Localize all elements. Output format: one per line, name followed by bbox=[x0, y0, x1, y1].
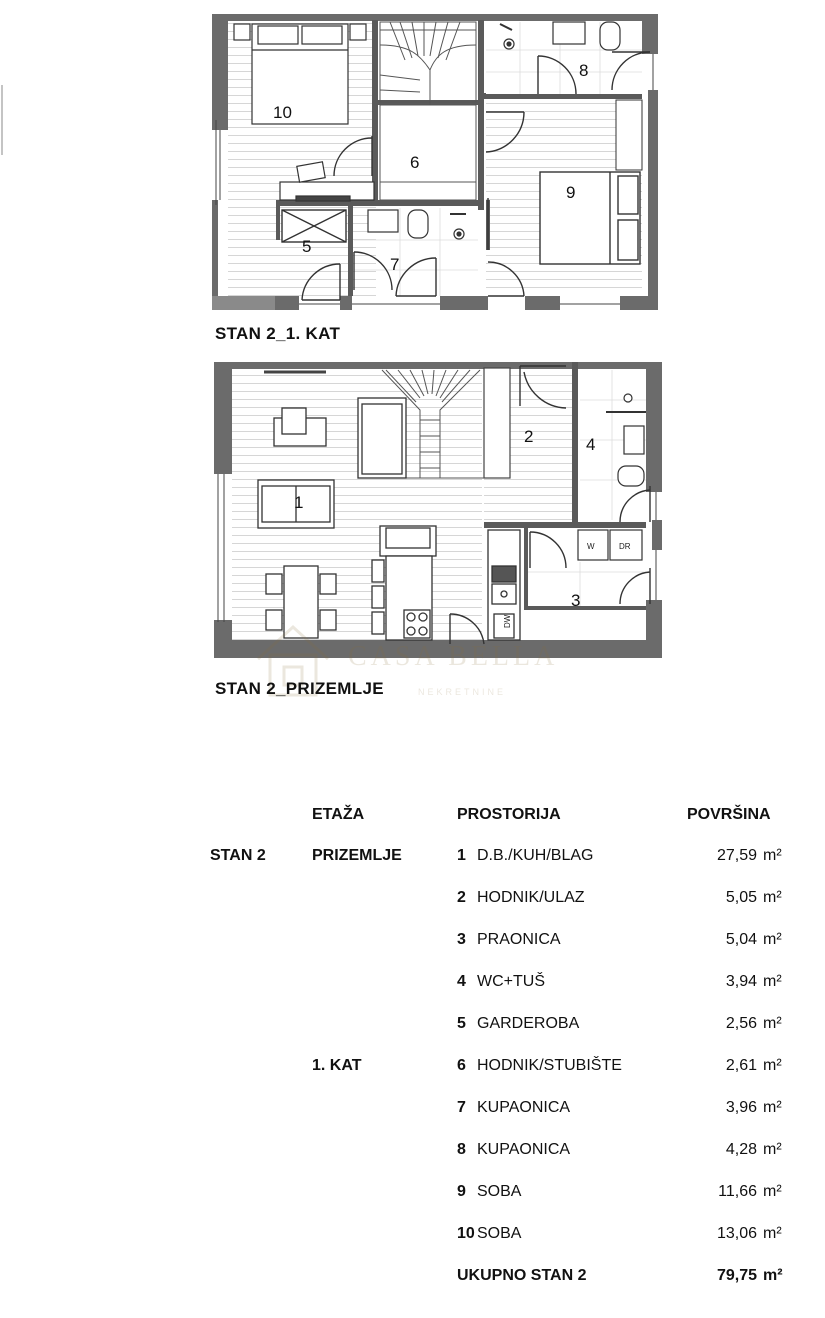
room-label-8: 8 bbox=[579, 61, 589, 80]
apartment-cell bbox=[210, 1003, 312, 1045]
room-label-10: 10 bbox=[273, 103, 292, 122]
header-empty bbox=[210, 795, 312, 835]
room-number-cell: 5 bbox=[457, 1015, 466, 1032]
area-table bbox=[210, 795, 793, 1297]
floor-cell bbox=[312, 1171, 457, 1213]
floor-cell bbox=[312, 1213, 457, 1255]
floor-cell bbox=[312, 1087, 457, 1129]
table-row bbox=[210, 1129, 793, 1171]
room-name-cell: KUPAONICA bbox=[477, 1141, 571, 1158]
room-area-cell: 4,28 bbox=[725, 1141, 757, 1158]
total-unit: m² bbox=[763, 1267, 783, 1284]
room-number-cell: 8 bbox=[457, 1141, 466, 1158]
table-row bbox=[210, 1003, 793, 1045]
apartment-cell: STAN 2 bbox=[210, 847, 266, 864]
floor-cell bbox=[312, 1003, 457, 1045]
apartment-cell bbox=[210, 1087, 312, 1129]
floor-cell bbox=[312, 919, 457, 961]
room-number-cell: 3 bbox=[457, 931, 466, 948]
bed-room-10 bbox=[234, 24, 366, 124]
floor-plan-upper bbox=[0, 0, 825, 320]
room-number-cell: 1 bbox=[457, 847, 466, 864]
floor-cell bbox=[312, 961, 457, 1003]
watermark-subtext: NEKRETNINE bbox=[418, 687, 507, 697]
room-unit-cell: m² bbox=[763, 973, 782, 990]
room-area-cell: 5,04 bbox=[725, 931, 757, 948]
room-name-cell: SOBA bbox=[477, 1183, 522, 1200]
table-row bbox=[210, 835, 793, 877]
room-number-cell: 2 bbox=[457, 889, 466, 906]
floor-cell bbox=[312, 877, 457, 919]
bathroom-8-fixtures bbox=[486, 22, 642, 94]
apartment-cell bbox=[210, 1171, 312, 1213]
room-unit-cell: m² bbox=[763, 1141, 782, 1158]
appliance-label-dw: DW bbox=[503, 614, 512, 628]
room-number-cell: 6 bbox=[457, 1057, 466, 1074]
header-room: PROSTORIJA bbox=[457, 806, 561, 823]
floor-cell bbox=[312, 1129, 457, 1171]
room-unit-cell: m² bbox=[763, 847, 782, 864]
table-row bbox=[210, 919, 793, 961]
room-label-6: 6 bbox=[410, 153, 420, 172]
room-unit-cell: m² bbox=[763, 931, 782, 948]
room-name-cell: D.B./KUH/BLAG bbox=[477, 847, 594, 864]
room-number-cell: 9 bbox=[457, 1183, 466, 1200]
room-name-cell: SOBA bbox=[477, 1225, 522, 1242]
table-row bbox=[210, 1213, 793, 1255]
room-name-cell: KUPAONICA bbox=[477, 1099, 571, 1116]
table-row bbox=[210, 1171, 793, 1213]
table-total-row bbox=[210, 1255, 793, 1297]
room-name-cell: WC+TUŠ bbox=[477, 973, 545, 990]
room-label-7: 7 bbox=[390, 255, 400, 274]
room-label-2: 2 bbox=[524, 427, 534, 446]
room-name-cell: HODNIK/ULAZ bbox=[477, 889, 585, 906]
header-floor: ETAŽA bbox=[312, 806, 365, 823]
room-number-cell: 7 bbox=[457, 1099, 466, 1116]
apartment-cell bbox=[210, 1213, 312, 1255]
total-area: 79,75 bbox=[716, 1267, 757, 1284]
room-unit-cell: m² bbox=[763, 1099, 782, 1116]
room-name-cell: GARDEROBA bbox=[477, 1015, 580, 1032]
room-label-5: 5 bbox=[302, 237, 312, 256]
table-row bbox=[210, 877, 793, 919]
room-label-1: 1 bbox=[294, 493, 304, 512]
floor-cell: PRIZEMLJE bbox=[312, 847, 402, 864]
plan-title-ground: STAN 2_PRIZEMLJE bbox=[215, 679, 384, 698]
room-label-9: 9 bbox=[566, 183, 576, 202]
room-label-4: 4 bbox=[586, 435, 596, 454]
room-unit-cell: m² bbox=[763, 1057, 782, 1074]
plan-title-upper: STAN 2_1. KAT bbox=[215, 324, 341, 343]
apartment-cell bbox=[210, 1045, 312, 1087]
apartment-cell bbox=[210, 877, 312, 919]
room-area-cell: 5,05 bbox=[725, 889, 757, 906]
apartment-cell bbox=[210, 919, 312, 961]
room-area-cell: 2,56 bbox=[725, 1015, 757, 1032]
room-name-cell: HODNIK/STUBIŠTE bbox=[477, 1057, 622, 1074]
table-header-row bbox=[210, 795, 793, 835]
apartment-cell bbox=[210, 1129, 312, 1171]
watermark-text: CASA BELLA bbox=[348, 641, 559, 672]
room-unit-cell: m² bbox=[763, 1183, 782, 1200]
room-unit-cell: m² bbox=[763, 1015, 782, 1032]
room-unit-cell: m² bbox=[763, 1225, 782, 1242]
table-row bbox=[210, 1045, 793, 1087]
room-label-3: 3 bbox=[571, 591, 581, 610]
room-area-cell: 2,61 bbox=[725, 1057, 757, 1074]
room-number-cell: 4 bbox=[457, 973, 466, 990]
room-area-cell: 3,96 bbox=[725, 1099, 757, 1116]
floor-cell: 1. KAT bbox=[312, 1057, 362, 1074]
table-row bbox=[210, 1087, 793, 1129]
room-area-cell: 11,66 bbox=[718, 1183, 757, 1200]
room-unit-cell: m² bbox=[763, 889, 782, 906]
room-name-cell: PRAONICA bbox=[477, 931, 561, 948]
header-area: POVRŠINA bbox=[687, 806, 771, 823]
room-area-cell: 13,06 bbox=[716, 1225, 757, 1242]
room-number-cell: 10 bbox=[457, 1225, 475, 1242]
appliance-label-dr: DR bbox=[619, 542, 631, 551]
appliance-label-w: W bbox=[587, 542, 595, 551]
staircase-upper bbox=[380, 22, 476, 200]
door-wc-4 bbox=[620, 486, 650, 522]
room-area-cell: 3,94 bbox=[725, 973, 757, 990]
total-label: UKUPNO STAN 2 bbox=[457, 1267, 587, 1284]
apartment-cell bbox=[210, 961, 312, 1003]
wardrobe-room-5 bbox=[282, 210, 346, 242]
room-area-cell: 27,59 bbox=[716, 847, 757, 864]
table-row bbox=[210, 961, 793, 1003]
